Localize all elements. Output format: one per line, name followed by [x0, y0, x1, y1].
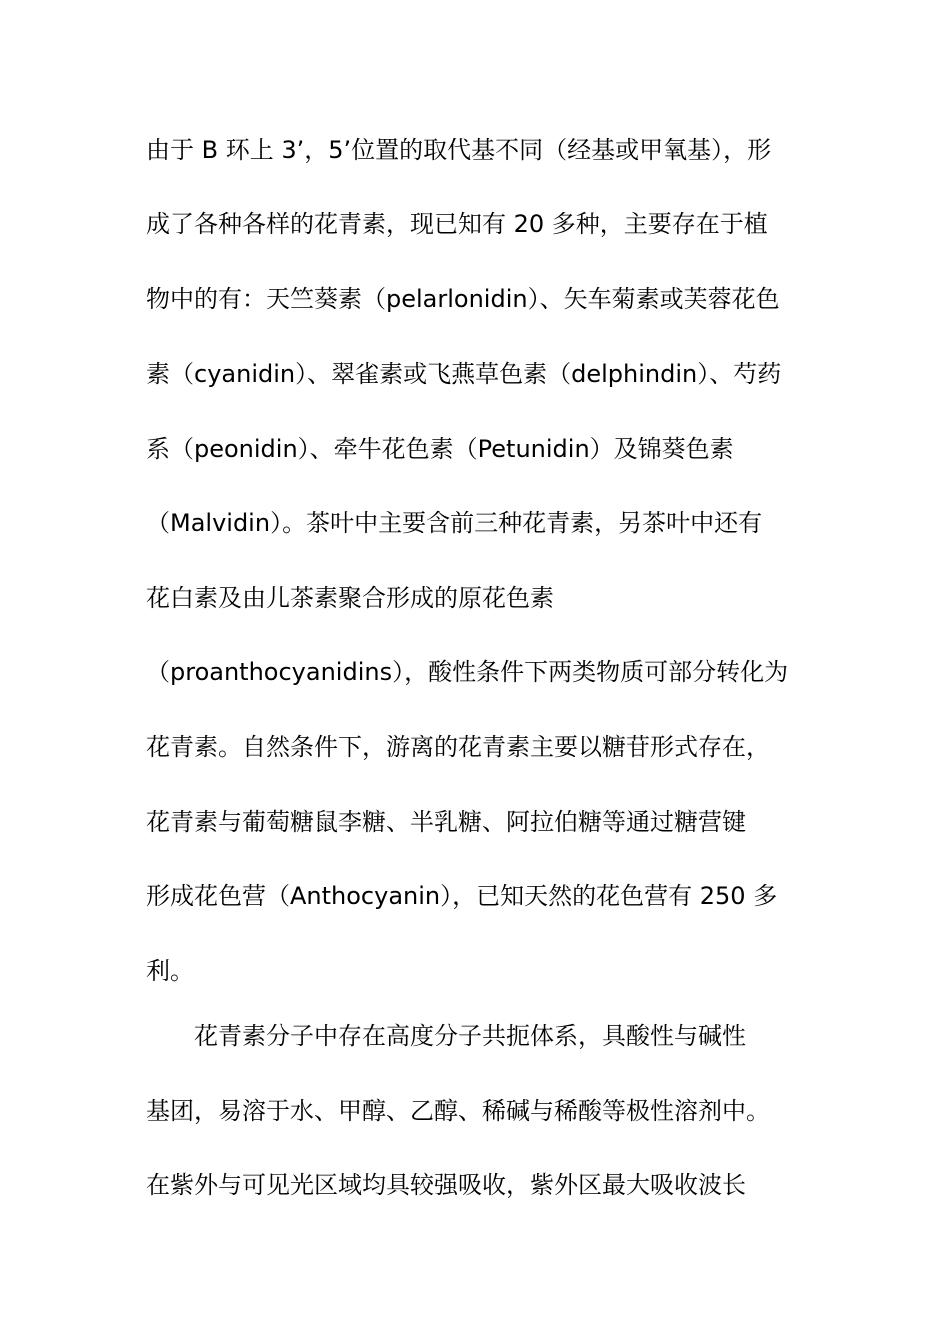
text-line: 成了各种各样的花青素，现已知有 20 多种，主要存在于植 [146, 210, 768, 238]
text-line: 花白素及由儿茶素聚合形成的原花色素 [146, 584, 554, 612]
text-line: 形成花色营（Anthocyanin），已知天然的花色营有 250 多 [146, 882, 778, 910]
text-line: 利。 [146, 957, 194, 985]
text-line: 基团，易溶于水、甲醇、乙醇、稀碱与稀酸等极性溶剂中。 [146, 1097, 770, 1125]
text-line: 花青素分子中存在高度分子共扼体系，具酸性与碱性 [194, 1022, 746, 1050]
text-line: 在紫外与可见光区域均具较强吸收，紫外区最大吸收波长 [146, 1171, 746, 1199]
text-line: 系（peonidin）、牵牛花色素（Petunidin）及锦葵色素 [146, 435, 734, 463]
text-line: 素（cyanidin）、翠雀素或飞燕草色素（delphindin）、芍药 [146, 360, 782, 388]
text-line: 物中的有：天竺葵素（pelarlonidin）、矢车菊素或芙蓉花色 [146, 285, 780, 313]
text-line: （Malvidin）。茶叶中主要含前三种花青素，另茶叶中还有 [146, 509, 763, 537]
text-line: （proanthocyanidins），酸性条件下两类物质可部分转化为 [146, 658, 789, 686]
text-line: 由于 B 环上 3’，5’位置的取代基不同（经基或甲氧基），形 [146, 136, 772, 164]
text-line: 花青素。自然条件下，游离的花青素主要以糖苷形式存在， [146, 733, 770, 761]
text-line: 花青素与葡萄糖鼠李糖、半乳糖、阿拉伯糖等通过糖营键 [146, 808, 746, 836]
